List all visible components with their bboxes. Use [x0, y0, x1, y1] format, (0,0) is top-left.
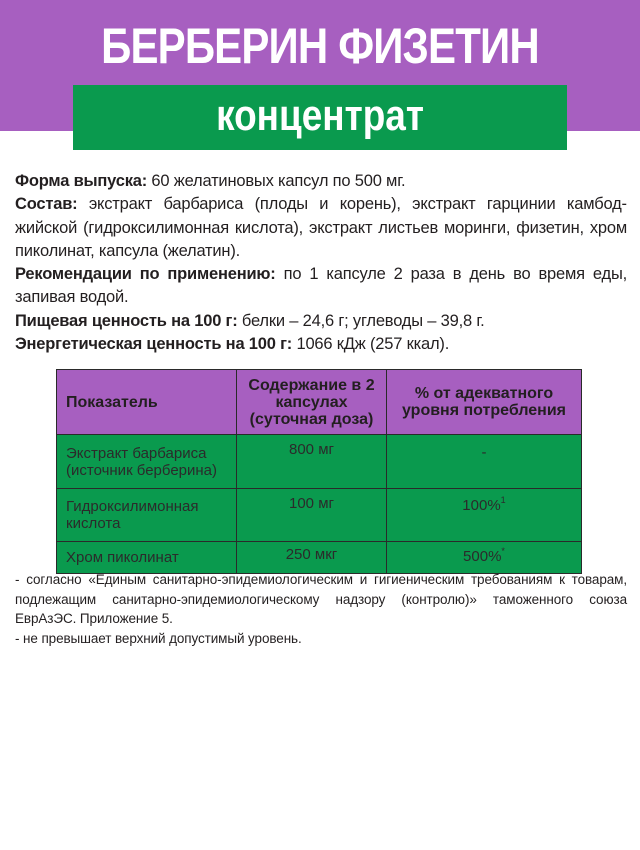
- usage-label: Рекомендации по применению:: [15, 265, 276, 284]
- header-content: Содержание в 2 капсулах (суточная доза): [237, 370, 387, 435]
- product-title: БЕРБЕРИН ФИЗЕТИН: [101, 18, 539, 74]
- usage-line: [15, 263, 627, 310]
- row-percent: 500%: [463, 548, 502, 565]
- composition-table: [56, 369, 582, 574]
- row-name: Хром пиколинат: [57, 542, 237, 574]
- row-percent: 100%: [462, 497, 501, 514]
- footnote-2: - не превышает верхний допустимый уровень.: [15, 630, 302, 646]
- table-row: [57, 435, 582, 489]
- row-percent-cell: [387, 489, 582, 542]
- row-name: Гидроксилимонная кислота: [57, 489, 237, 542]
- energy-line: [15, 333, 627, 356]
- nutrition-line: [15, 310, 627, 333]
- form-line: [15, 170, 627, 193]
- row-amount: 800 мг: [237, 435, 387, 489]
- form-label: Форма выпуска:: [15, 172, 148, 190]
- row-amount: 250 мкг: [237, 542, 387, 574]
- energy-label: Энергетическая ценность на 100 г:: [15, 335, 293, 354]
- energy-value: 1066 кДж (257 ккал).: [292, 335, 450, 354]
- row-footnote-mark: *: [501, 546, 505, 556]
- table-header-row: [57, 370, 582, 435]
- footnotes: [15, 570, 627, 648]
- composition-value: экстракт барбариса (плоды и корень), экстракт гарцинии камбоджийской (гидроксилимонная кислота), экстракт листьев моринги, физетин, хром пиколинат, капсула (желатин).: [15, 195, 627, 260]
- row-amount: 100 мг: [237, 489, 387, 542]
- usage-value: по 1 капсуле 2 раза в день во время еды, запивая водой.: [15, 265, 627, 307]
- subtitle-banner: [73, 85, 567, 150]
- product-info: [15, 170, 627, 356]
- header-indicator: Показатель: [57, 370, 237, 435]
- row-percent-cell: [387, 542, 582, 574]
- table-row: [57, 489, 582, 542]
- nutrition-value: белки – 24,6 г; углеводы – 39,8 г.: [237, 311, 485, 330]
- row-percent-cell: [387, 435, 582, 489]
- table-row: [57, 542, 582, 574]
- nutrition-label: Пищевая ценность на 100 г:: [15, 311, 238, 330]
- row-footnote-mark: 1: [500, 495, 506, 505]
- composition-label: Состав:: [15, 195, 78, 214]
- form-value: 60 желатиновых капсул по 500 мг.: [147, 172, 406, 190]
- row-percent: -: [481, 444, 487, 461]
- composition-line: [15, 193, 627, 263]
- row-name: Экстракт барбариса (источник берберина): [57, 435, 237, 489]
- header-percent: % от адекватного уровня потребления: [387, 370, 582, 435]
- footnote-1: - согласно «Единым санитарно-эпидемиологическим и гигиеническим требованиям к товарам, подлежащим санитарно-эпидемиологическому надзору (контролю)» таможенного союза ЕврАзЭС. Приложение 5.: [15, 572, 627, 626]
- product-subtitle: концентрат: [216, 91, 424, 140]
